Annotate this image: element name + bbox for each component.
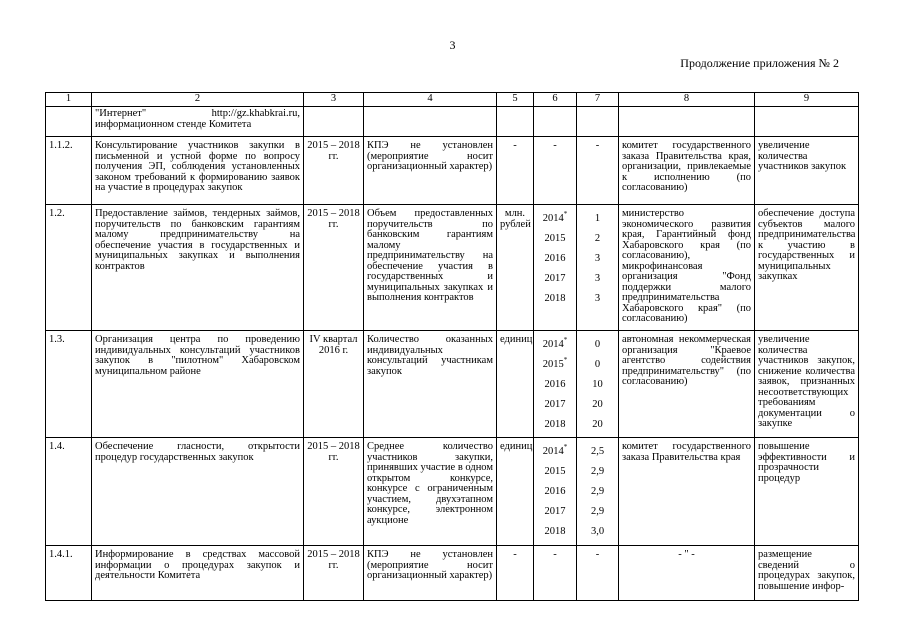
header-cell: 9 <box>755 93 859 107</box>
cell-years <box>534 137 577 205</box>
cell-values <box>577 331 619 438</box>
cell-result: размещение сведений о процедурах закупок, повышение инфор- <box>755 546 859 601</box>
indicator-value: 0 <box>594 339 601 350</box>
year-text: 2015 <box>544 466 566 477</box>
indicator-value: 2,5 <box>590 446 605 457</box>
cell-result: увеличение количества участников закупок, снижение количества заявок, признанных несоответствующих требованиям документации о закупке <box>755 331 859 438</box>
cell-num: 1.2. <box>46 205 92 331</box>
year-label <box>537 229 573 249</box>
year-text: - <box>553 140 557 151</box>
year-label <box>537 209 573 229</box>
indicator-value: 2,9 <box>590 486 605 497</box>
year-label <box>537 482 573 502</box>
cell-num <box>46 107 92 137</box>
year-label <box>537 442 573 462</box>
year-label <box>537 502 573 522</box>
header-cell: 5 <box>497 93 534 107</box>
footnote-mark: * <box>563 210 568 218</box>
indicator-value: 0 <box>594 359 601 370</box>
header-cell: 7 <box>577 93 619 107</box>
cell-executor <box>619 107 755 137</box>
cell-unit: единиц <box>497 438 534 546</box>
year-text: 2017 <box>544 273 566 284</box>
footnote-mark: * <box>563 336 568 344</box>
table-row <box>46 438 859 546</box>
year-text: - <box>553 549 557 560</box>
cell-indicator: Объем предоставленных поручительств по банковским гарантиям малому предпринимательству на обеспечение участия в государственных и муниципальных закупках и выполнения контрактов <box>364 205 497 331</box>
header-cell: 3 <box>304 93 364 107</box>
year-text: 2015 <box>542 359 564 370</box>
cell-result: обеспечение доступа субъектов малого предпринимательства к участию в государственных и муниципальных закупках <box>755 205 859 331</box>
cell-unit: млн. рублей <box>497 205 534 331</box>
table-row <box>46 546 859 601</box>
cell-values <box>577 438 619 546</box>
year-text: 2016 <box>544 486 566 497</box>
year-label <box>537 335 573 355</box>
cell-executor: - " - <box>619 546 755 601</box>
cell-years <box>534 107 577 137</box>
cell-unit: - <box>497 546 534 601</box>
cell-result: увеличение количества участников закупок <box>755 137 859 205</box>
cell-years <box>534 205 577 331</box>
year-label <box>537 395 573 415</box>
cell-indicator: Среднее количество участников закупки, принявших участие в одном открытом конкурсе, конкурсе с ограниченным участием, двухэтапном конкурсе, электронном аукционе <box>364 438 497 546</box>
cell-result <box>755 107 859 137</box>
indicator-value: 1 <box>594 213 601 224</box>
cell-description: Предоставление займов, тендерных займов, поручительств по банковским гарантиям малому предпринимательству на обеспечение участия в государственных и муниципальных закупках и выполнения контрактов <box>92 205 304 331</box>
page-number: 3 <box>449 38 456 52</box>
indicator-value: 3 <box>594 293 601 304</box>
cell-unit <box>497 107 534 137</box>
appendix-title: Продолжение приложения № 2 <box>680 56 839 70</box>
cell-num: 1.4.1. <box>46 546 92 601</box>
cell-years <box>534 438 577 546</box>
year-label <box>537 415 573 435</box>
cell-executor: комитет государственного заказа Правительства края, организации, привлекаемые к исполнению (по согласованию) <box>619 137 755 205</box>
indicator-value: 3 <box>594 253 601 264</box>
cell-values <box>577 107 619 137</box>
header-cell: 8 <box>619 93 755 107</box>
cell-num: 1.4. <box>46 438 92 546</box>
cell-years <box>534 331 577 438</box>
year-text: 2018 <box>544 419 566 430</box>
cell-period: 2015 – 2018 гг. <box>304 137 364 205</box>
indicator-value: 3 <box>594 273 601 284</box>
cell-description: Обеспечение гласности, открытости процедур государственных закупок <box>92 438 304 546</box>
year-text: 2015 <box>544 233 566 244</box>
year-text: 2016 <box>544 379 566 390</box>
year-label <box>537 375 573 395</box>
cell-period: IV квартал 2016 г. <box>304 331 364 438</box>
cell-executor: автономная некоммерческая организация "Краевое агентство содействия предпринимательству" (по согласованию) <box>619 331 755 438</box>
cell-unit: единиц <box>497 331 534 438</box>
table-row <box>46 331 859 438</box>
year-text: 2016 <box>544 253 566 264</box>
cell-result: повышение эффективности и прозрачности процедур <box>755 438 859 546</box>
year-label <box>537 462 573 482</box>
indicator-value: 3,0 <box>590 526 605 537</box>
cell-description: "Интернет" http://gz.khabkrai.ru, информационном стенде Комитета <box>92 107 304 137</box>
cell-description: Консультирование участников закупки в письменной и устной форме по вопросу получения ЭП, соблюдения установленных законом требований к формированию заявок на участие в процедурах закупок <box>92 137 304 205</box>
cell-years <box>534 546 577 601</box>
cell-num: 1.1.2. <box>46 137 92 205</box>
table-row <box>46 137 859 205</box>
indicator-value: 2 <box>594 233 601 244</box>
indicator-value: 2,9 <box>590 506 605 517</box>
year-label <box>537 355 573 375</box>
cell-num: 1.3. <box>46 331 92 438</box>
year-text: 2017 <box>544 506 566 517</box>
cell-values <box>577 546 619 601</box>
table-row <box>46 205 859 331</box>
indicator-value: - <box>595 549 600 560</box>
indicator-value: 2,9 <box>590 466 605 477</box>
indicator-value: - <box>595 140 600 151</box>
cell-indicator: КПЭ не установлен (мероприятие носит организационный характер) <box>364 546 497 601</box>
cell-executor: министерство экономического развития края, Гарантийный фонд Хабаровского края (по согласованию), микрофинансовая организация "Фонд поддержки малого предпринимательства Хабаровского края" (по согласованию) <box>619 205 755 331</box>
header-cell: 1 <box>46 93 92 107</box>
header-cell: 6 <box>534 93 577 107</box>
footnote-mark: * <box>563 356 568 364</box>
year-text: 2018 <box>544 526 566 537</box>
year-text: 2014 <box>542 213 564 224</box>
cell-values <box>577 205 619 331</box>
year-label <box>537 269 573 289</box>
continuation-row <box>46 107 859 137</box>
year-label <box>537 289 573 309</box>
cell-period: 2015 – 2018 гг. <box>304 205 364 331</box>
cell-unit: - <box>497 137 534 205</box>
header-cell: 4 <box>364 93 497 107</box>
year-label <box>537 249 573 269</box>
year-label <box>537 550 573 561</box>
year-label <box>537 522 573 542</box>
year-text: 2017 <box>544 399 566 410</box>
measures-table <box>45 92 859 601</box>
cell-period: 2015 – 2018 гг. <box>304 438 364 546</box>
indicator-value: 10 <box>592 379 603 390</box>
cell-description: Информирование в средствах массовой информации о процедурах закупок и деятельности Комитета <box>92 546 304 601</box>
cell-indicator <box>364 107 497 137</box>
cell-indicator: Количество оказанных индивидуальных консультаций участникам закупок <box>364 331 497 438</box>
footnote-mark: * <box>563 443 568 451</box>
year-text: 2014 <box>542 339 564 350</box>
header-cell: 2 <box>92 93 304 107</box>
cell-period: 2015 – 2018 гг. <box>304 546 364 601</box>
cell-executor: комитет государственного заказа Правительства края <box>619 438 755 546</box>
cell-indicator: КПЭ не установлен (мероприятие носит организационный характер) <box>364 137 497 205</box>
cell-description: Организация центра по проведению индивидуальных консультаций участников закупок в "пилотном" Хабаровском муниципальном районе <box>92 331 304 438</box>
year-text: 2014 <box>542 446 564 457</box>
header-row <box>46 93 859 107</box>
cell-period <box>304 107 364 137</box>
indicator-value: 20 <box>592 419 603 430</box>
year-label <box>537 141 573 152</box>
year-text: 2018 <box>544 293 566 304</box>
indicator-value: 20 <box>592 399 603 410</box>
cell-values <box>577 137 619 205</box>
